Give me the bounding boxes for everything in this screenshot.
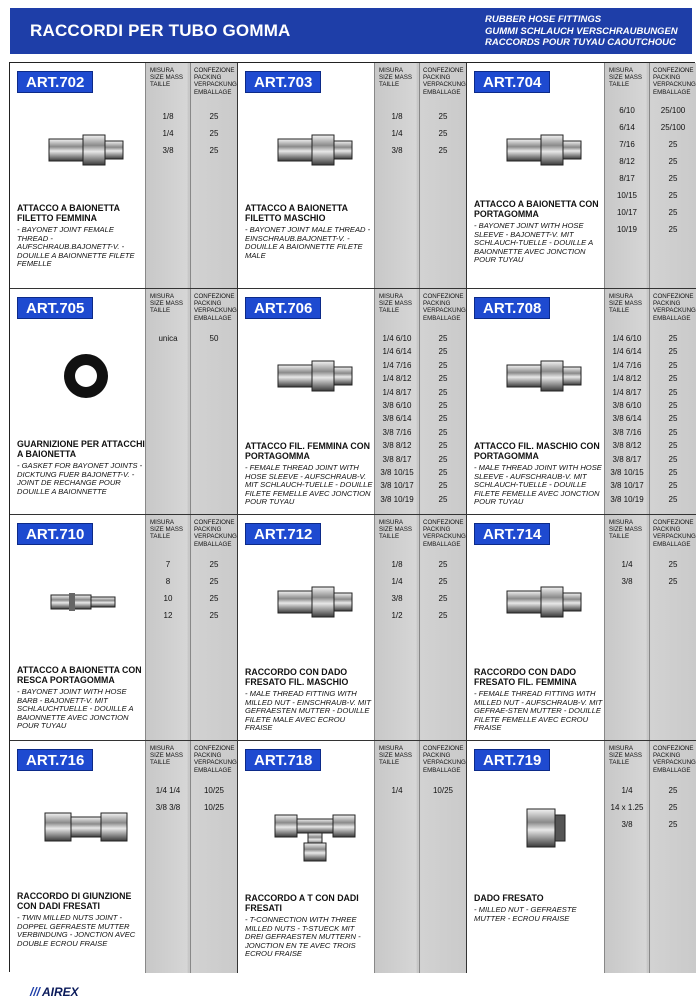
- spec-row: [375, 411, 466, 424]
- packing-value: 25: [668, 441, 678, 451]
- packing-value: 25: [438, 146, 448, 155]
- spec-row: [146, 783, 237, 800]
- article-code: ART.705: [17, 297, 93, 319]
- spec-row: [605, 478, 696, 491]
- size-value: 1/4 8/12: [612, 374, 642, 384]
- packing-header: CONFEZIONE PACKING VERPACKUNG EMBALLAGE: [423, 67, 466, 96]
- specs-table: [145, 63, 237, 288]
- product-title: ATTACCO A BAIONETTA FILETTO FEMMINA: [17, 203, 120, 223]
- packing-header: CONFEZIONE PACKING VERPACKUNG EMBALLAGE: [653, 67, 696, 96]
- size-value: 1/4: [391, 577, 403, 586]
- size-value: 1/8: [162, 112, 174, 121]
- packing-value: 25: [668, 347, 678, 357]
- packing-value: 25: [438, 387, 448, 397]
- specs-table: [145, 741, 237, 973]
- spec-row: [605, 385, 696, 398]
- size-value: 3/8 6/10: [382, 400, 412, 410]
- product-description: [245, 441, 374, 507]
- size-value: 3/8 10/15: [610, 467, 644, 477]
- packing-value: 25: [438, 467, 448, 477]
- size-value: 3/8 7/16: [612, 427, 642, 437]
- size-value: 1/4 6/14: [612, 347, 642, 357]
- packing-value: 25: [668, 786, 678, 795]
- size-value: 14 x 1.25: [610, 803, 644, 812]
- product-translations: - MILLED NUT - GEFRAESTE MUTTER - ECROU FRAISE: [474, 905, 577, 923]
- packing-value: 25: [668, 494, 678, 504]
- spec-row: [605, 188, 696, 205]
- product-description: [17, 891, 145, 948]
- article-code: ART.712: [245, 523, 321, 545]
- spec-row: [146, 331, 237, 348]
- spec-row: [375, 478, 466, 491]
- size-value: 1/4: [162, 129, 174, 138]
- size-value: 3/8 8/17: [382, 454, 412, 464]
- hose-barb-icon: [41, 567, 131, 642]
- packing-header: CONFEZIONE PACKING VERPACKUNG EMBALLAGE: [653, 519, 696, 548]
- spec-row: [605, 137, 696, 154]
- article-code: ART.702: [17, 71, 93, 93]
- specs-table: [374, 63, 466, 288]
- gasket-ring-icon: [41, 341, 131, 416]
- spec-row: [375, 344, 466, 357]
- product-translations: - GASKET FOR BAYONET JOINTS - DICKTUNG FUER BAJONETT-V. - JOINT DE RECHANGE POUR DOUILLE A BAIONNETTE: [17, 461, 143, 496]
- spec-row: [375, 425, 466, 438]
- size-value: 1/4: [391, 129, 403, 138]
- packing-value: 25: [209, 129, 219, 138]
- product-title: ATTACCO FIL. MASCHIO CON PORTAGOMMA: [474, 441, 600, 461]
- packing-value: 25: [668, 560, 678, 569]
- article-code: ART.710: [17, 523, 93, 545]
- size-header: MISURA SIZE MASS TAILLE: [379, 67, 413, 89]
- size-value: 3/8 10/15: [380, 467, 414, 477]
- product-translations: - FEMALE THREAD FITTING WITH MILLED NUT - AUFSCHRAUB-V. MIT GEFRAE-STEN MUTTER - DOUILLE FILETE FEMELLE AVEC ECROU FRAISE: [474, 689, 603, 733]
- size-value: 3/8 6/14: [612, 414, 642, 424]
- specs-table: [145, 289, 237, 514]
- size-value: 8/12: [619, 157, 635, 166]
- packing-value: 25: [668, 427, 678, 437]
- product-card: [10, 289, 238, 515]
- packing-value: 25: [438, 611, 448, 620]
- spec-row: [146, 608, 237, 625]
- size-value: 3/8: [621, 577, 633, 586]
- packing-value: 25: [209, 146, 219, 155]
- packing-value: 25: [668, 360, 678, 370]
- page-header: [10, 8, 692, 54]
- spec-row: [605, 817, 696, 834]
- packing-value: 25: [438, 360, 448, 370]
- product-title: RACCORDO CON DADO FRESATO FIL. FEMMINA: [474, 667, 577, 687]
- specs-table: [374, 515, 466, 740]
- hose-barb-fitting-icon: [499, 115, 589, 190]
- packing-value: 25: [438, 334, 448, 343]
- size-value: 3/8 8/12: [612, 441, 642, 451]
- product-card: [10, 63, 238, 289]
- product-title: ATTACCO FIL. FEMMINA CON PORTAGOMMA: [245, 441, 370, 461]
- size-value: 8: [165, 577, 171, 586]
- female-thread-fitting-icon: [41, 115, 131, 190]
- t-connector-icon: [270, 793, 360, 868]
- size-value: 1/4 8/12: [382, 374, 412, 384]
- spec-row: [146, 557, 237, 574]
- union-joint-icon: [41, 793, 131, 868]
- milled-nut-icon: [499, 793, 589, 868]
- size-value: 3/8 7/16: [382, 427, 412, 437]
- spec-row: [146, 143, 237, 160]
- packing-value: 25: [668, 191, 678, 200]
- size-value: 1/4 6/10: [382, 334, 412, 343]
- product-translations: - TWIN MILLED NUTS JOINT - DOPPEL GEFRAESTE MUTTER VERBINDUNG - JONCTION AVEC DOUBLE ECROU FRAISE: [17, 913, 136, 948]
- size-header: MISURA SIZE MASS TAILLE: [379, 519, 413, 541]
- male-thread-hose-fitting-icon: [499, 341, 589, 416]
- product-card: [10, 515, 238, 741]
- product-title: GUARNIZIONE PER ATTACCHI A BAIONETTA: [17, 439, 145, 459]
- packing-value: 25: [438, 427, 448, 437]
- packing-value: 25: [668, 414, 678, 424]
- product-title: RACCORDO A T CON DADI FRESATI: [245, 893, 359, 913]
- article-code: ART.718: [245, 749, 321, 771]
- brand-logo: [30, 985, 79, 999]
- packing-value: 25: [438, 400, 448, 410]
- packing-header: CONFEZIONE PACKING VERPACKUNG EMBALLAGE: [423, 293, 466, 322]
- size-value: 1/4 7/16: [612, 360, 642, 370]
- subtitle-fr: RACCORDS POUR TUYAU CAOUTCHOUC: [485, 37, 676, 48]
- spec-row: [375, 591, 466, 608]
- size-value: 1/8: [391, 112, 403, 121]
- subtitle-en: RUBBER HOSE FITTINGS: [485, 14, 602, 25]
- packing-value: 25: [209, 594, 219, 603]
- product-description: [474, 441, 604, 507]
- packing-value: 25: [668, 374, 678, 384]
- packing-value: 25: [668, 803, 678, 812]
- packing-value: 25: [668, 820, 678, 829]
- spec-row: [605, 222, 696, 239]
- spec-row: [375, 783, 466, 800]
- packing-value: 25: [209, 112, 219, 121]
- spec-row: [146, 126, 237, 143]
- spec-row: [605, 120, 696, 137]
- size-value: 3/8 10/17: [380, 481, 414, 491]
- specs-table: [374, 741, 466, 973]
- spec-row: [605, 783, 696, 800]
- size-value: 10/15: [616, 191, 638, 200]
- size-value: 1/4 1/4: [155, 786, 181, 795]
- packing-header: CONFEZIONE PACKING VERPACKUNG EMBALLAGE: [653, 293, 696, 322]
- size-value: 10/17: [616, 208, 638, 217]
- product-grid: [9, 62, 695, 972]
- packing-value: 25: [209, 560, 219, 569]
- size-value: 3/8: [621, 820, 633, 829]
- packing-header: CONFEZIONE PACKING VERPACKUNG EMBALLAGE: [423, 745, 466, 774]
- size-header: MISURA SIZE MASS TAILLE: [379, 745, 413, 767]
- packing-header: CONFEZIONE PACKING VERPACKUNG EMBALLAGE: [194, 519, 237, 548]
- packing-value: 25: [668, 387, 678, 397]
- product-translations: - MALE THREAD FITTING WITH MILLED NUT - EINSCHRAUB-V. MIT GEFRAESTEN MUTTER - DOUILLE FILETE MALE AVEC ECROU FRAISE: [245, 689, 372, 733]
- packing-value: 25: [209, 611, 219, 620]
- product-card: [238, 63, 467, 289]
- size-value: 1/4 7/16: [382, 360, 412, 370]
- product-description: [17, 203, 145, 269]
- spec-row: [605, 557, 696, 574]
- packing-value: 25: [438, 374, 448, 384]
- product-title: ATTACCO A BAIONETTA FILETTO MASCHIO: [245, 203, 348, 223]
- packing-value: 10/25: [203, 803, 225, 812]
- product-title: RACCORDO DI GIUNZIONE CON DADI FRESATI: [17, 891, 132, 911]
- size-value: 1/4: [621, 786, 633, 795]
- size-value: 1/2: [391, 611, 403, 620]
- spec-row: [605, 492, 696, 505]
- size-header: MISURA SIZE MASS TAILLE: [150, 67, 184, 89]
- spec-row: [375, 492, 466, 505]
- packing-value: 25: [668, 157, 678, 166]
- product-card: [238, 515, 467, 741]
- packing-value: 25: [668, 577, 678, 586]
- packing-value: 25/100: [660, 106, 686, 115]
- size-header: MISURA SIZE MASS TAILLE: [609, 293, 643, 315]
- male-thread-fitting-icon: [270, 115, 360, 190]
- size-value: 3/8 6/14: [382, 414, 412, 424]
- spec-row: [146, 109, 237, 126]
- packing-header: CONFEZIONE PACKING VERPACKUNG EMBALLAGE: [194, 293, 237, 322]
- milled-nut-female-fitting-icon: [499, 567, 589, 642]
- spec-row: [605, 465, 696, 478]
- spec-row: [605, 398, 696, 411]
- product-translations: - BAYONET JOINT WITH HOSE SLEEVE - BAJONETT-V. MIT SCHLAUCH-TUELLE - DOUILLE A BAIONNETTE AVEC JONCTION POUR TUYAU: [474, 221, 593, 265]
- spec-row: [605, 371, 696, 384]
- specs-table: [604, 741, 696, 973]
- packing-value: 25: [668, 208, 678, 217]
- size-value: 1/8: [391, 560, 403, 569]
- spec-row: [605, 411, 696, 424]
- product-translations: - T-CONNECTION WITH THREE MILLED NUTS - T-STUECK MIT DREI GEFRAESTEN MUTTERN - JONCTION EN TE AVEC TROIS ECROU FRAISE: [245, 915, 361, 959]
- size-value: 3/8: [391, 146, 403, 155]
- spec-row: [605, 103, 696, 120]
- product-description: [245, 203, 374, 260]
- spec-row: [605, 331, 696, 344]
- product-card: [238, 741, 467, 973]
- spec-row: [375, 574, 466, 591]
- spec-row: [605, 438, 696, 451]
- size-value: 1/4 8/17: [612, 387, 642, 397]
- article-code: ART.719: [474, 749, 550, 771]
- packing-value: 25: [668, 225, 678, 234]
- size-value: 1/4: [621, 560, 633, 569]
- packing-value: 25: [438, 129, 448, 138]
- size-value: 10: [163, 594, 173, 603]
- spec-row: [375, 371, 466, 384]
- size-value: 12: [163, 611, 173, 620]
- page-subtitles: [485, 14, 678, 49]
- article-code: ART.708: [474, 297, 550, 319]
- size-value: 6/14: [619, 123, 635, 132]
- packing-header: CONFEZIONE PACKING VERPACKUNG EMBALLAGE: [194, 67, 237, 96]
- size-value: 7: [165, 560, 171, 569]
- spec-row: [375, 557, 466, 574]
- female-thread-hose-fitting-icon: [270, 341, 360, 416]
- product-translations: - BAYONET JOINT MALE THREAD - EINSCHRAUB.BAJONETT-V. - DOUILLE A BAIONNETTE FILETE MALE: [245, 225, 371, 260]
- spec-row: [375, 398, 466, 411]
- size-header: MISURA SIZE MASS TAILLE: [609, 519, 643, 541]
- spec-row: [146, 574, 237, 591]
- size-value: 3/8: [391, 594, 403, 603]
- subtitle-de: GUMMI SCHLAUCH VERSCHRAUBUNGEN: [485, 25, 678, 37]
- product-description: [474, 667, 604, 733]
- size-value: 3/8 8/12: [382, 441, 412, 451]
- packing-value: 25: [209, 577, 219, 586]
- article-code: ART.716: [17, 749, 93, 771]
- product-translations: - FEMALE THREAD JOINT WITH HOSE SLEEVE - AUFSCHRAUB-V. MIT SCHLAUCH-TUELLE - DOUILLE FILETE FEMELLE AVEC JONCTION POUR TUYAU: [245, 463, 373, 507]
- size-value: 8/17: [619, 174, 635, 183]
- page-title: RACCORDI PER TUBO GOMMA: [30, 21, 291, 40]
- spec-row: [375, 385, 466, 398]
- product-description: [245, 893, 374, 959]
- size-value: 1/4 8/17: [382, 387, 412, 397]
- packing-value: 25: [668, 140, 678, 149]
- product-translations: - MALE THREAD JOINT WITH HOSE SLEEVE - AUFSCHRAUB-V. MIT SCHLAUCH-TUELLE - DOUILLE FILETE FEMELLE AVEC JONCTION POUR TUYAU: [474, 463, 602, 507]
- product-card: [467, 289, 696, 515]
- packing-value: 25: [438, 594, 448, 603]
- packing-value: 25: [438, 577, 448, 586]
- article-code: ART.704: [474, 71, 550, 93]
- spec-row: [375, 109, 466, 126]
- product-description: [245, 667, 374, 733]
- size-value: 1/4 6/10: [612, 334, 642, 343]
- spec-row: [605, 154, 696, 171]
- packing-value: 25: [438, 347, 448, 357]
- article-code: ART.706: [245, 297, 321, 319]
- brand-name: AIREX: [42, 985, 79, 999]
- product-card: [467, 741, 696, 973]
- size-value: 1/4: [391, 786, 403, 795]
- size-value: 10/19: [616, 225, 638, 234]
- packing-value: 25: [438, 560, 448, 569]
- specs-table: [374, 289, 466, 514]
- packing-value: 25: [438, 112, 448, 121]
- article-code: ART.714: [474, 523, 550, 545]
- size-value: unica: [158, 334, 178, 343]
- spec-row: [605, 425, 696, 438]
- milled-nut-male-fitting-icon: [270, 567, 360, 642]
- specs-table: [145, 515, 237, 740]
- spec-row: [375, 465, 466, 478]
- size-value: 3/8 10/17: [610, 481, 644, 491]
- spec-row: [605, 171, 696, 188]
- packing-value: 25: [438, 441, 448, 451]
- spec-row: [605, 452, 696, 465]
- size-header: MISURA SIZE MASS TAILLE: [609, 745, 643, 767]
- spec-row: [146, 800, 237, 817]
- article-code: ART.703: [245, 71, 321, 93]
- spec-row: [605, 358, 696, 371]
- size-header: MISURA SIZE MASS TAILLE: [609, 67, 643, 89]
- logo-mark-icon: ///: [30, 985, 41, 999]
- packing-header: CONFEZIONE PACKING VERPACKUNG EMBALLAGE: [653, 745, 696, 774]
- product-title: DADO FRESATO: [474, 893, 544, 903]
- product-description: [474, 199, 604, 265]
- spec-row: [375, 331, 466, 344]
- packing-value: 25: [668, 454, 678, 464]
- specs-table: [604, 63, 696, 288]
- size-value: 3/8 6/10: [612, 400, 642, 410]
- product-description: [474, 893, 604, 923]
- product-title: ATTACCO A BAIONETTA CON RESCA PORTAGOMMA: [17, 665, 142, 685]
- packing-value: 25: [438, 414, 448, 424]
- spec-row: [146, 591, 237, 608]
- spec-row: [375, 126, 466, 143]
- product-title: RACCORDO CON DADO FRESATO FIL. MASCHIO: [245, 667, 349, 687]
- packing-value: 25: [438, 481, 448, 491]
- size-value: 3/8: [162, 146, 174, 155]
- product-translations: - BAYONET JOINT FEMALE THREAD - AUFSCHRAUB.BAJONETT-V. - DOUILLE A BAIONNETTE FILETE FEMELLE: [17, 225, 135, 269]
- packing-value: 10/25: [432, 786, 454, 795]
- packing-value: 25: [668, 481, 678, 491]
- packing-value: 25/100: [660, 123, 686, 132]
- packing-value: 50: [209, 334, 219, 343]
- spec-row: [605, 344, 696, 357]
- product-card: [467, 515, 696, 741]
- packing-value: 25: [668, 174, 678, 183]
- size-value: 3/8 3/8: [155, 803, 181, 812]
- spec-row: [375, 438, 466, 451]
- product-title: ATTACCO A BAIONETTA CON PORTAGOMMA: [474, 199, 599, 219]
- size-value: 3/8 8/17: [612, 454, 642, 464]
- size-header: MISURA SIZE MASS TAILLE: [150, 519, 184, 541]
- size-header: MISURA SIZE MASS TAILLE: [150, 293, 184, 315]
- spec-row: [375, 608, 466, 625]
- size-header: MISURA SIZE MASS TAILLE: [150, 745, 184, 767]
- packing-value: 25: [668, 400, 678, 410]
- product-card: [467, 63, 696, 289]
- spec-row: [605, 574, 696, 591]
- packing-value: 25: [668, 467, 678, 477]
- size-value: 7/16: [619, 140, 635, 149]
- packing-header: CONFEZIONE PACKING VERPACKUNG EMBALLAGE: [423, 519, 466, 548]
- packing-value: 25: [438, 454, 448, 464]
- packing-value: 25: [668, 334, 678, 343]
- spec-row: [375, 143, 466, 160]
- spec-row: [605, 205, 696, 222]
- size-value: 1/4 6/14: [382, 347, 412, 357]
- product-translations: - BAYONET JOINT WITH HOSE BARB - BAJONETT-V. MIT SCHLAUCHTUELLE - DOUILLE A BAIONNETTE AVEC JONCTION POUR TUYAU: [17, 687, 134, 731]
- product-description: [17, 665, 145, 731]
- packing-value: 25: [438, 494, 448, 504]
- size-header: MISURA SIZE MASS TAILLE: [379, 293, 413, 315]
- size-value: 6/10: [619, 106, 635, 115]
- specs-table: [604, 515, 696, 740]
- spec-row: [375, 452, 466, 465]
- product-description: [17, 439, 145, 496]
- product-card: [238, 289, 467, 515]
- product-card: [10, 741, 238, 973]
- size-value: 3/8 10/19: [380, 494, 414, 504]
- specs-table: [604, 289, 696, 514]
- packing-header: CONFEZIONE PACKING VERPACKUNG EMBALLAGE: [194, 745, 237, 774]
- size-value: 3/8 10/19: [610, 494, 644, 504]
- spec-row: [605, 800, 696, 817]
- packing-value: 10/25: [203, 786, 225, 795]
- spec-row: [375, 358, 466, 371]
